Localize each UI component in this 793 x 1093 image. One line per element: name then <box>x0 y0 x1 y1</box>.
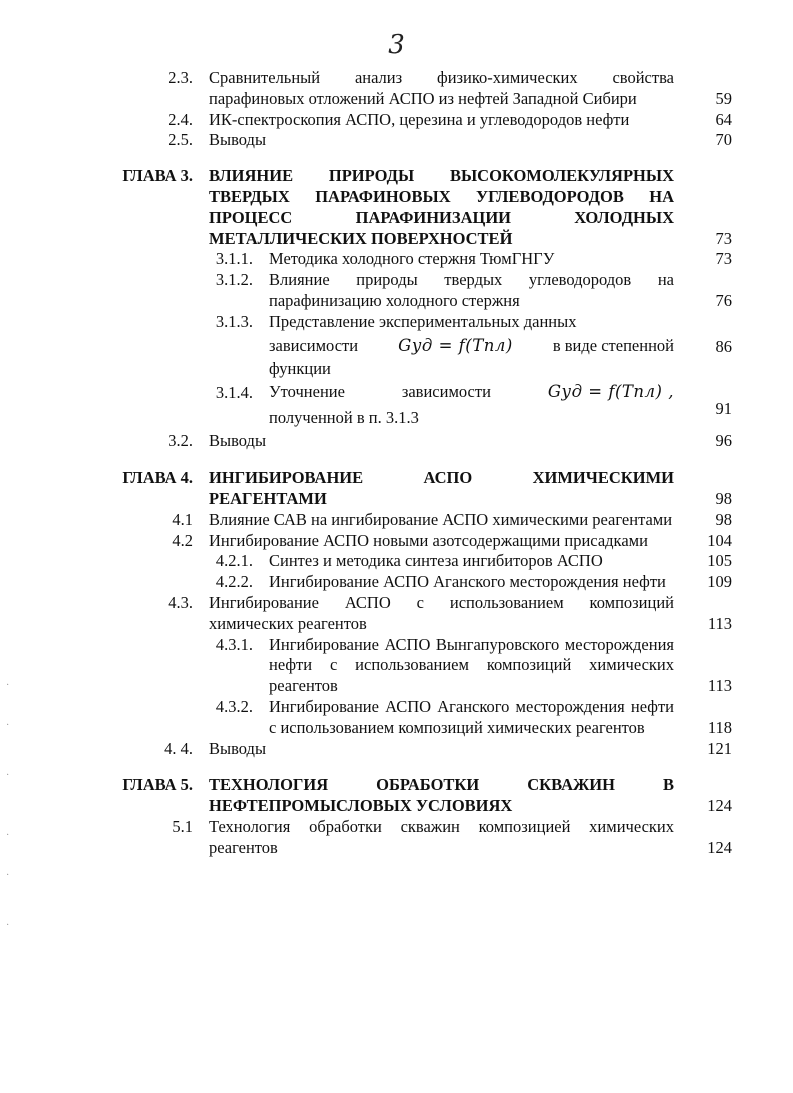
chapter-title: ВЛИЯНИЕ ПРИРОДЫ ВЫСОКОМОЛЕКУЛЯРНЫХ ТВЕРДЫХ ПАРАФИНОВЫХ УГЛЕВОДОРОДОВ НА ПРОЦЕСС ПАРАФИНИЗАЦИИ ХОЛОДНЫХ МЕТАЛЛИЧЕСКИХ ПОВЕРХНОСТЕЙ <box>209 166 674 248</box>
toc-entry-2-5[interactable] <box>0 130 793 151</box>
section-number: 4.3. <box>168 592 193 612</box>
section-title: Влияние САВ на ингибирование АСПО химическими реагентами <box>209 509 673 529</box>
toc-entry-5-1[interactable] <box>0 817 793 859</box>
page-ref: 73 <box>715 249 732 269</box>
page-ref: 109 <box>707 572 732 592</box>
section-title: Ингибирование АСПО Аганского месторождения нефти с использованием композиций химических реагентов <box>269 696 674 737</box>
toc-chapter-5[interactable] <box>0 775 793 817</box>
toc-entry-3-2[interactable] <box>0 431 793 452</box>
section-number: 4.3.2. <box>215 696 253 716</box>
section-number: 5.1 <box>172 816 193 836</box>
page-ref: 113 <box>707 676 732 696</box>
page-ref: 64 <box>715 109 732 129</box>
toc-entry-4-3-2[interactable] <box>0 697 793 739</box>
toc-chapter-4[interactable] <box>0 468 793 510</box>
page-ref: 124 <box>707 837 732 857</box>
section-number: 2.5. <box>168 130 193 150</box>
section-title <box>269 379 674 431</box>
scan-speck: · <box>6 720 10 731</box>
chapter-title: ТЕХНОЛОГИЯ ОБРАБОТКИ СКВАЖИН В НЕФТЕПРОМЫСЛОВЫХ УСЛОВИЯХ <box>209 775 674 816</box>
page-ref: 113 <box>707 613 732 633</box>
table-of-contents <box>0 68 793 859</box>
scan-speck: · <box>6 870 10 881</box>
section-title: Ингибирование АСПО с использованием композиций химических реагентов <box>209 592 674 633</box>
toc-entry-4-2-2[interactable] <box>0 572 793 593</box>
section-title: Ингибирование АСПО Аганского месторождения нефти <box>269 572 666 592</box>
section-number: 3.1.3. <box>215 311 253 331</box>
title-part: полученной в п. 3.1.3 <box>269 408 419 428</box>
section-title: Ингибирование АСПО Вынгапуровского месторождения нефти с использованием композиций химических реагентов <box>269 634 674 696</box>
page-ref: 86 <box>715 336 732 356</box>
title-part: Представление экспериментальных данных <box>269 311 577 331</box>
section-title: Выводы <box>209 738 267 758</box>
section-number: 2.4. <box>168 109 193 129</box>
page-ref: 118 <box>707 717 732 737</box>
toc-chapter-3[interactable] <box>0 166 793 249</box>
section-number: 4.2 <box>172 530 193 550</box>
section-title <box>269 312 674 380</box>
toc-entry-2-4[interactable] <box>0 110 793 131</box>
section-title: Сравнительный анализ физико-химических свойства парафиновых отложений АСПО из нефтей Западной Сибири <box>209 68 674 108</box>
scan-speck: · <box>6 680 10 691</box>
section-title: Выводы <box>209 431 267 451</box>
scan-speck: · <box>6 770 10 781</box>
title-line <box>269 333 674 359</box>
section-number: 3.1.4. <box>215 383 253 403</box>
toc-entry-4-1[interactable] <box>0 510 793 531</box>
section-number: 3.2. <box>168 431 193 451</box>
title-line <box>269 312 674 333</box>
page-ref: 124 <box>707 796 732 816</box>
chapter-number: ГЛАВА 4. <box>122 468 193 488</box>
page-ref: 59 <box>715 88 732 108</box>
formula: Gуд = f(Tпл) , <box>547 382 674 402</box>
chapter-number: ГЛАВА 5. <box>122 775 193 795</box>
section-number: 4. 4. <box>164 738 193 758</box>
section-title: Выводы <box>209 130 267 150</box>
page-ref: 105 <box>707 551 732 571</box>
section-number: 3.1.1. <box>215 249 253 269</box>
title-part: в виде степенной <box>552 335 674 355</box>
page-number: 3 <box>388 30 405 60</box>
toc-entry-3-1-2[interactable] <box>0 270 793 312</box>
page-ref: 76 <box>715 290 732 310</box>
section-title: Влияние природы твердых углеводородов на парафинизацию холодного стержня <box>269 270 674 310</box>
section-title: ИК-спектроскопия АСПО, церезина и углеводородов нефти <box>209 109 630 129</box>
title-part: зависимости <box>269 335 359 355</box>
toc-entry-4-2[interactable] <box>0 531 793 552</box>
toc-entry-3-1-1[interactable] <box>0 249 793 270</box>
toc-entry-3-1-4[interactable] <box>0 379 793 431</box>
title-part: функции <box>269 358 331 378</box>
page-ref: 121 <box>707 738 732 758</box>
page-ref: 96 <box>715 431 732 451</box>
scan-speck: · <box>6 830 10 841</box>
title-part: зависимости <box>401 382 491 402</box>
section-number: 4.3.1. <box>215 634 253 654</box>
section-number: 3.1.2. <box>215 270 253 290</box>
chapter-number: ГЛАВА 3. <box>122 166 193 186</box>
section-number: 4.1 <box>172 509 193 529</box>
chapter-title: ИНГИБИРОВАНИЕ АСПО ХИМИЧЕСКИМИ РЕАГЕНТАМИ <box>209 468 674 508</box>
toc-entry-3-1-3[interactable] <box>0 312 793 380</box>
page-ref: 98 <box>715 509 732 529</box>
toc-entry-2-3[interactable] <box>0 68 793 110</box>
formula: Gуд = f(Tпл) <box>398 335 513 355</box>
page-ref: 98 <box>715 488 732 508</box>
title-part: Уточнение <box>269 382 345 402</box>
toc-entry-4-2-1[interactable] <box>0 551 793 572</box>
page-ref: 70 <box>715 130 732 150</box>
section-title: Технология обработки скважин композицией химических реагентов <box>209 816 674 857</box>
section-title: Методика холодного стержня ТюмГНГУ <box>269 249 555 269</box>
section-number: 2.3. <box>168 68 193 87</box>
section-title: Ингибирование АСПО новыми азотсодержащими присадками <box>209 530 648 550</box>
toc-entry-4-3[interactable] <box>0 593 793 635</box>
page-ref: 104 <box>707 530 732 550</box>
page-ref: 91 <box>715 398 732 418</box>
title-line <box>269 379 674 405</box>
page-ref: 73 <box>715 228 732 248</box>
section-title: Синтез и методика синтеза ингибиторов АСПО <box>269 551 603 571</box>
section-number: 4.2.1. <box>215 551 253 571</box>
toc-entry-4-4[interactable] <box>0 739 793 760</box>
toc-entry-4-3-1[interactable] <box>0 635 793 697</box>
section-number: 4.2.2. <box>215 572 253 592</box>
scan-speck: · <box>6 920 10 931</box>
